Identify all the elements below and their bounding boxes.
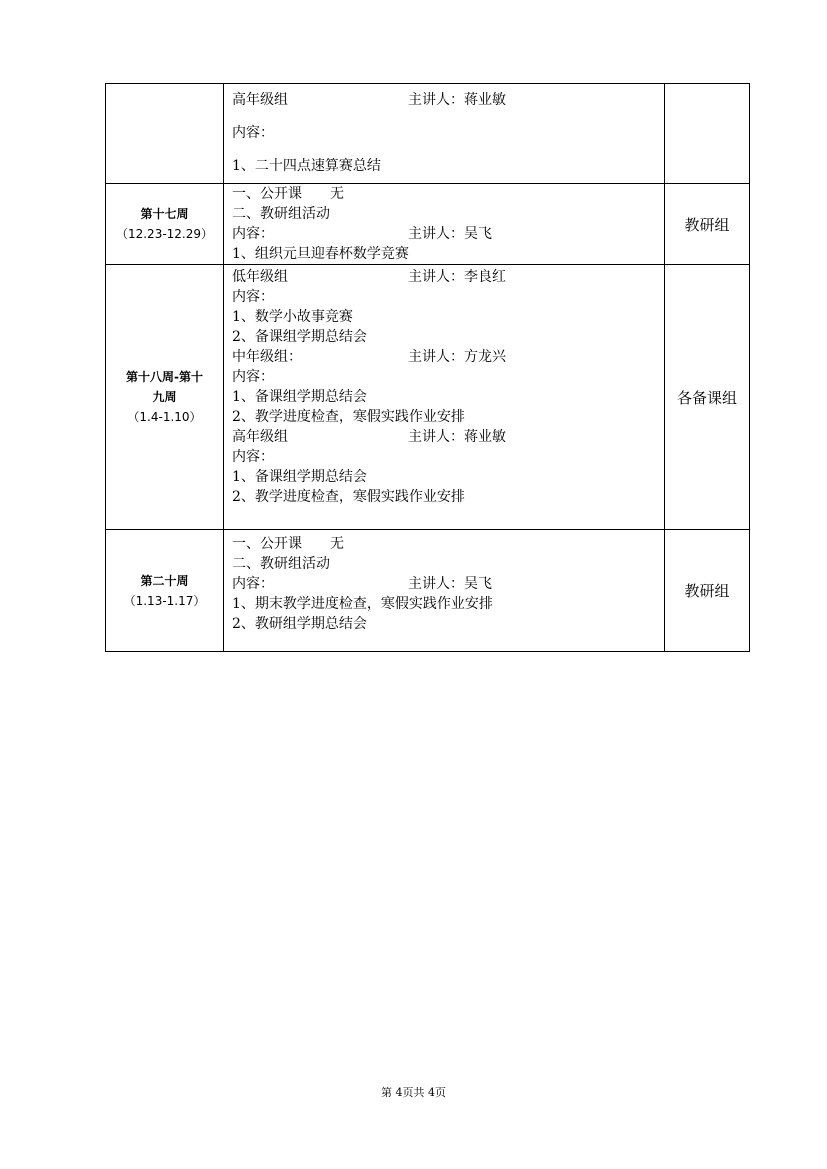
line-right: 主讲人：蒋业敏 bbox=[408, 429, 506, 445]
content-line bbox=[232, 327, 664, 347]
line-left: 一、公开课 bbox=[232, 186, 302, 202]
content-line bbox=[232, 244, 664, 264]
line-left: 内容： bbox=[232, 369, 274, 385]
table-row bbox=[106, 184, 750, 265]
content-line bbox=[232, 287, 664, 307]
content-cell bbox=[224, 184, 665, 265]
week-cell bbox=[106, 84, 224, 184]
owner-cell: 各备课组 bbox=[665, 265, 750, 530]
content-cell bbox=[224, 265, 665, 530]
content-line bbox=[232, 487, 664, 507]
line-left: 1、备课组学期总结会 bbox=[232, 469, 367, 485]
week-dates: （1.4-1.10） bbox=[127, 410, 202, 424]
line-left: 低年级组 bbox=[232, 269, 288, 285]
line-right: 主讲人：吴飞 bbox=[408, 226, 492, 242]
content-line bbox=[232, 224, 664, 244]
line-right: 主讲人：吴飞 bbox=[408, 576, 492, 592]
week-dates: （1.13-1.17） bbox=[123, 593, 206, 608]
content-line bbox=[232, 467, 664, 487]
line-left: 中年级组： bbox=[232, 349, 302, 365]
content-line bbox=[232, 347, 664, 367]
owner-cell bbox=[665, 84, 750, 184]
line-right: 主讲人：方龙兴 bbox=[408, 349, 506, 365]
line-left: 内容： bbox=[232, 289, 274, 305]
line-left: 2、教学进度检查，寒假实践作业安排 bbox=[232, 489, 465, 505]
line-left: 1、组织元旦迎春杯数学竞赛 bbox=[232, 246, 409, 262]
content-line bbox=[232, 204, 664, 224]
line-left: 2、备课组学期总结会 bbox=[232, 329, 367, 345]
content-line bbox=[232, 184, 664, 204]
table-row bbox=[106, 265, 750, 530]
line-left: 2、教学进度检查，寒假实践作业安排 bbox=[232, 409, 465, 425]
line-left: 二、教研组活动 bbox=[232, 206, 330, 222]
content-line bbox=[232, 267, 664, 287]
owner-cell: 教研组 bbox=[665, 530, 750, 652]
content-line bbox=[232, 427, 664, 447]
line-left: 内容： bbox=[232, 449, 274, 465]
week-cell bbox=[106, 184, 224, 265]
line-right: 无 bbox=[330, 536, 344, 552]
content-line bbox=[232, 150, 664, 183]
content-cell bbox=[224, 530, 665, 652]
content-line bbox=[232, 554, 664, 574]
line-left: 一、公开课 bbox=[232, 536, 302, 552]
content-line bbox=[232, 447, 664, 467]
table-row bbox=[106, 84, 750, 184]
page-footer: 第 4页共 4页 bbox=[381, 1086, 446, 1099]
content-line bbox=[232, 574, 664, 594]
content-line bbox=[232, 367, 664, 387]
line-left: 内容： bbox=[232, 125, 274, 141]
week-cell bbox=[106, 265, 224, 530]
line-left: 二、教研组活动 bbox=[232, 556, 330, 572]
line-right: 主讲人：李良红 bbox=[408, 269, 506, 285]
week-cell bbox=[106, 530, 224, 652]
content-line bbox=[232, 534, 664, 554]
content-cell bbox=[224, 84, 665, 184]
week-name: 第十八周-第十 bbox=[126, 370, 203, 384]
line-left: 1、期末教学进度检查，寒假实践作业安排 bbox=[232, 596, 493, 612]
content-line bbox=[232, 614, 664, 634]
line-left: 1、二十四点速算赛总结 bbox=[232, 158, 381, 174]
content-line bbox=[232, 387, 664, 407]
line-left: 内容： bbox=[232, 576, 274, 592]
content-line bbox=[232, 594, 664, 614]
line-left: 1、数学小故事竞赛 bbox=[232, 309, 353, 325]
content-line bbox=[232, 84, 664, 117]
line-left: 内容： bbox=[232, 226, 274, 242]
content-line bbox=[232, 407, 664, 427]
week-name-cont: 九周 bbox=[152, 390, 177, 404]
line-right: 无 bbox=[330, 186, 344, 202]
week-dates: （12.23-12.29） bbox=[115, 227, 214, 241]
line-left: 2、教研组学期总结会 bbox=[232, 616, 367, 632]
line-left: 高年级组 bbox=[232, 92, 288, 108]
table-row bbox=[106, 530, 750, 652]
content-line bbox=[232, 117, 664, 150]
week-name: 第十七周 bbox=[140, 207, 189, 221]
schedule-table bbox=[105, 83, 750, 652]
line-left: 1、备课组学期总结会 bbox=[232, 389, 367, 405]
owner-cell: 教研组 bbox=[665, 184, 750, 265]
line-right: 主讲人：蒋业敏 bbox=[408, 92, 506, 108]
content-line bbox=[232, 307, 664, 327]
week-name: 第二十周 bbox=[140, 573, 189, 588]
line-left: 高年级组 bbox=[232, 429, 288, 445]
